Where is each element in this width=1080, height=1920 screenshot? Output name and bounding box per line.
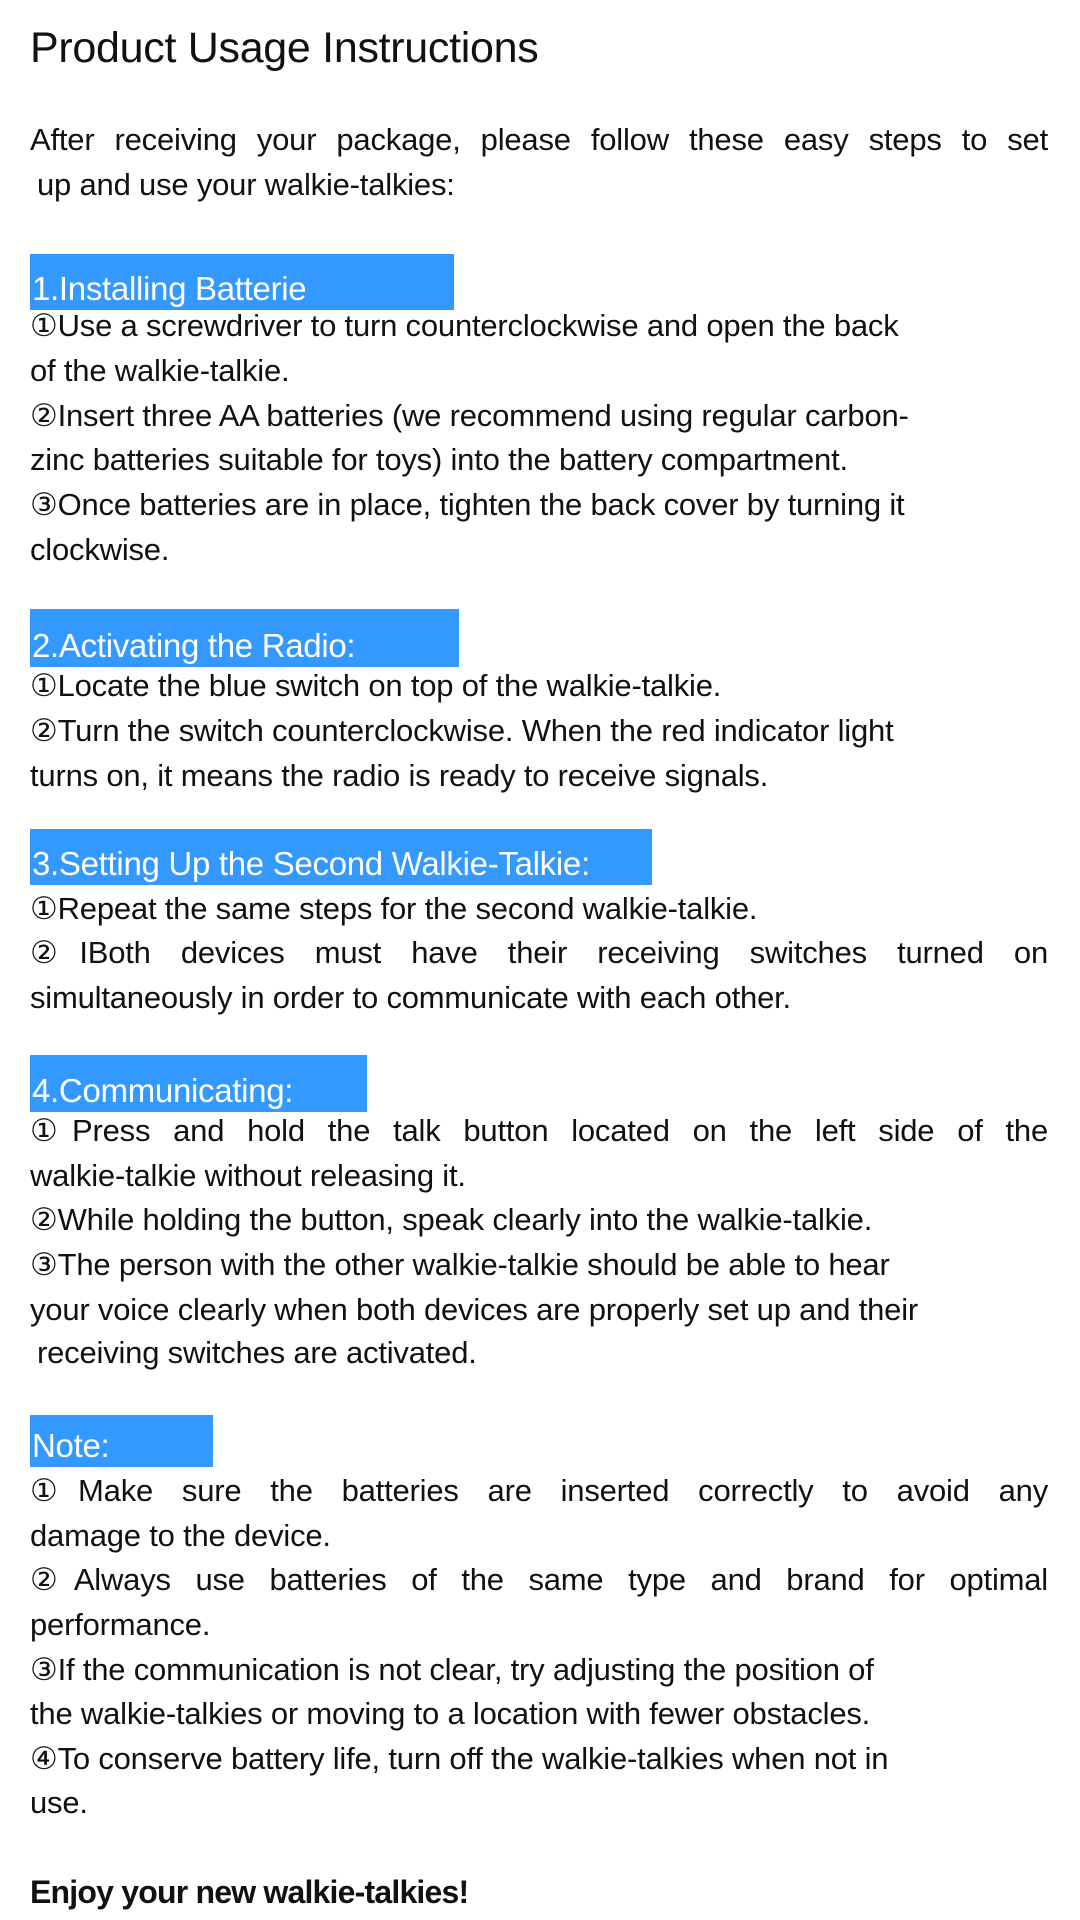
section-heading-installing-batteries: [30, 254, 454, 310]
closing-message: Enjoy your new walkie-talkies!: [30, 1874, 469, 1910]
note-line: ③If the communication is not clear, try adjusting the position of: [30, 1652, 874, 1687]
section-heading-text: 1.Installing Batterie: [32, 270, 307, 307]
instruction-line: ①Press and hold the talk button located on the left side of the: [30, 1113, 1048, 1148]
note-line: ④To conserve battery life, turn off the walkie-talkies when not in: [30, 1741, 889, 1776]
section-heading-text: Note:: [32, 1427, 110, 1464]
section-heading-second-walkie-talkie: [30, 829, 652, 885]
instruction-line: walkie-talkie without releasing it.: [30, 1158, 466, 1193]
instruction-line: turns on, it means the radio is ready to receive signals.: [30, 758, 769, 793]
page-title: Product Usage Instructions: [30, 24, 539, 72]
note-line: ②Always use batteries of the same type and brand for optimal: [30, 1562, 1048, 1597]
intro-line: up and use your walkie-talkies:: [37, 167, 455, 202]
instruction-line: receiving switches are activated.: [37, 1335, 477, 1370]
section-heading-text: 3.Setting Up the Second Walkie-Talkie:: [32, 845, 590, 882]
instruction-line: ①Use a screwdriver to turn counterclockwise and open the back: [30, 308, 899, 343]
section-heading-text: 2.Activating the Radio:: [32, 627, 356, 664]
instruction-line: ②Insert three AA batteries (we recommend using regular carbon-: [30, 398, 909, 433]
section-heading-note: [30, 1415, 213, 1467]
section-heading-activating-radio: [30, 609, 459, 667]
instruction-line: ②IBoth devices must have their receiving switches turned on: [30, 935, 1048, 970]
note-line: performance.: [30, 1607, 211, 1642]
instruction-line: simultaneously in order to communicate with each other.: [30, 980, 791, 1015]
note-line: ①Make sure the batteries are inserted correctly to avoid any: [30, 1473, 1048, 1508]
instruction-line: ③Once batteries are in place, tighten the back cover by turning it: [30, 487, 905, 522]
note-line: use.: [30, 1785, 88, 1820]
instruction-line: clockwise.: [30, 532, 170, 567]
section-heading-text: 4.Communicating:: [32, 1072, 294, 1109]
note-line: damage to the device.: [30, 1518, 331, 1553]
instruction-line: ②Turn the switch counterclockwise. When the red indicator light: [30, 713, 894, 748]
section-heading-communicating: [30, 1055, 367, 1112]
instruction-line: ①Locate the blue switch on top of the walkie-talkie.: [30, 668, 722, 703]
instruction-line: ②While holding the button, speak clearly into the walkie-talkie.: [30, 1202, 873, 1237]
intro-line: After receiving your package, please follow these easy steps to set: [30, 122, 1048, 157]
instruction-line: ③The person with the other walkie-talkie should be able to hear: [30, 1247, 890, 1282]
note-line: the walkie-talkies or moving to a location with fewer obstacles.: [30, 1696, 871, 1731]
instruction-line: of the walkie-talkie.: [30, 353, 290, 388]
instruction-line: zinc batteries suitable for toys) into the battery compartment.: [30, 442, 848, 477]
instruction-line: ①Repeat the same steps for the second walkie-talkie.: [30, 891, 758, 926]
instruction-line: your voice clearly when both devices are properly set up and their: [30, 1292, 919, 1327]
